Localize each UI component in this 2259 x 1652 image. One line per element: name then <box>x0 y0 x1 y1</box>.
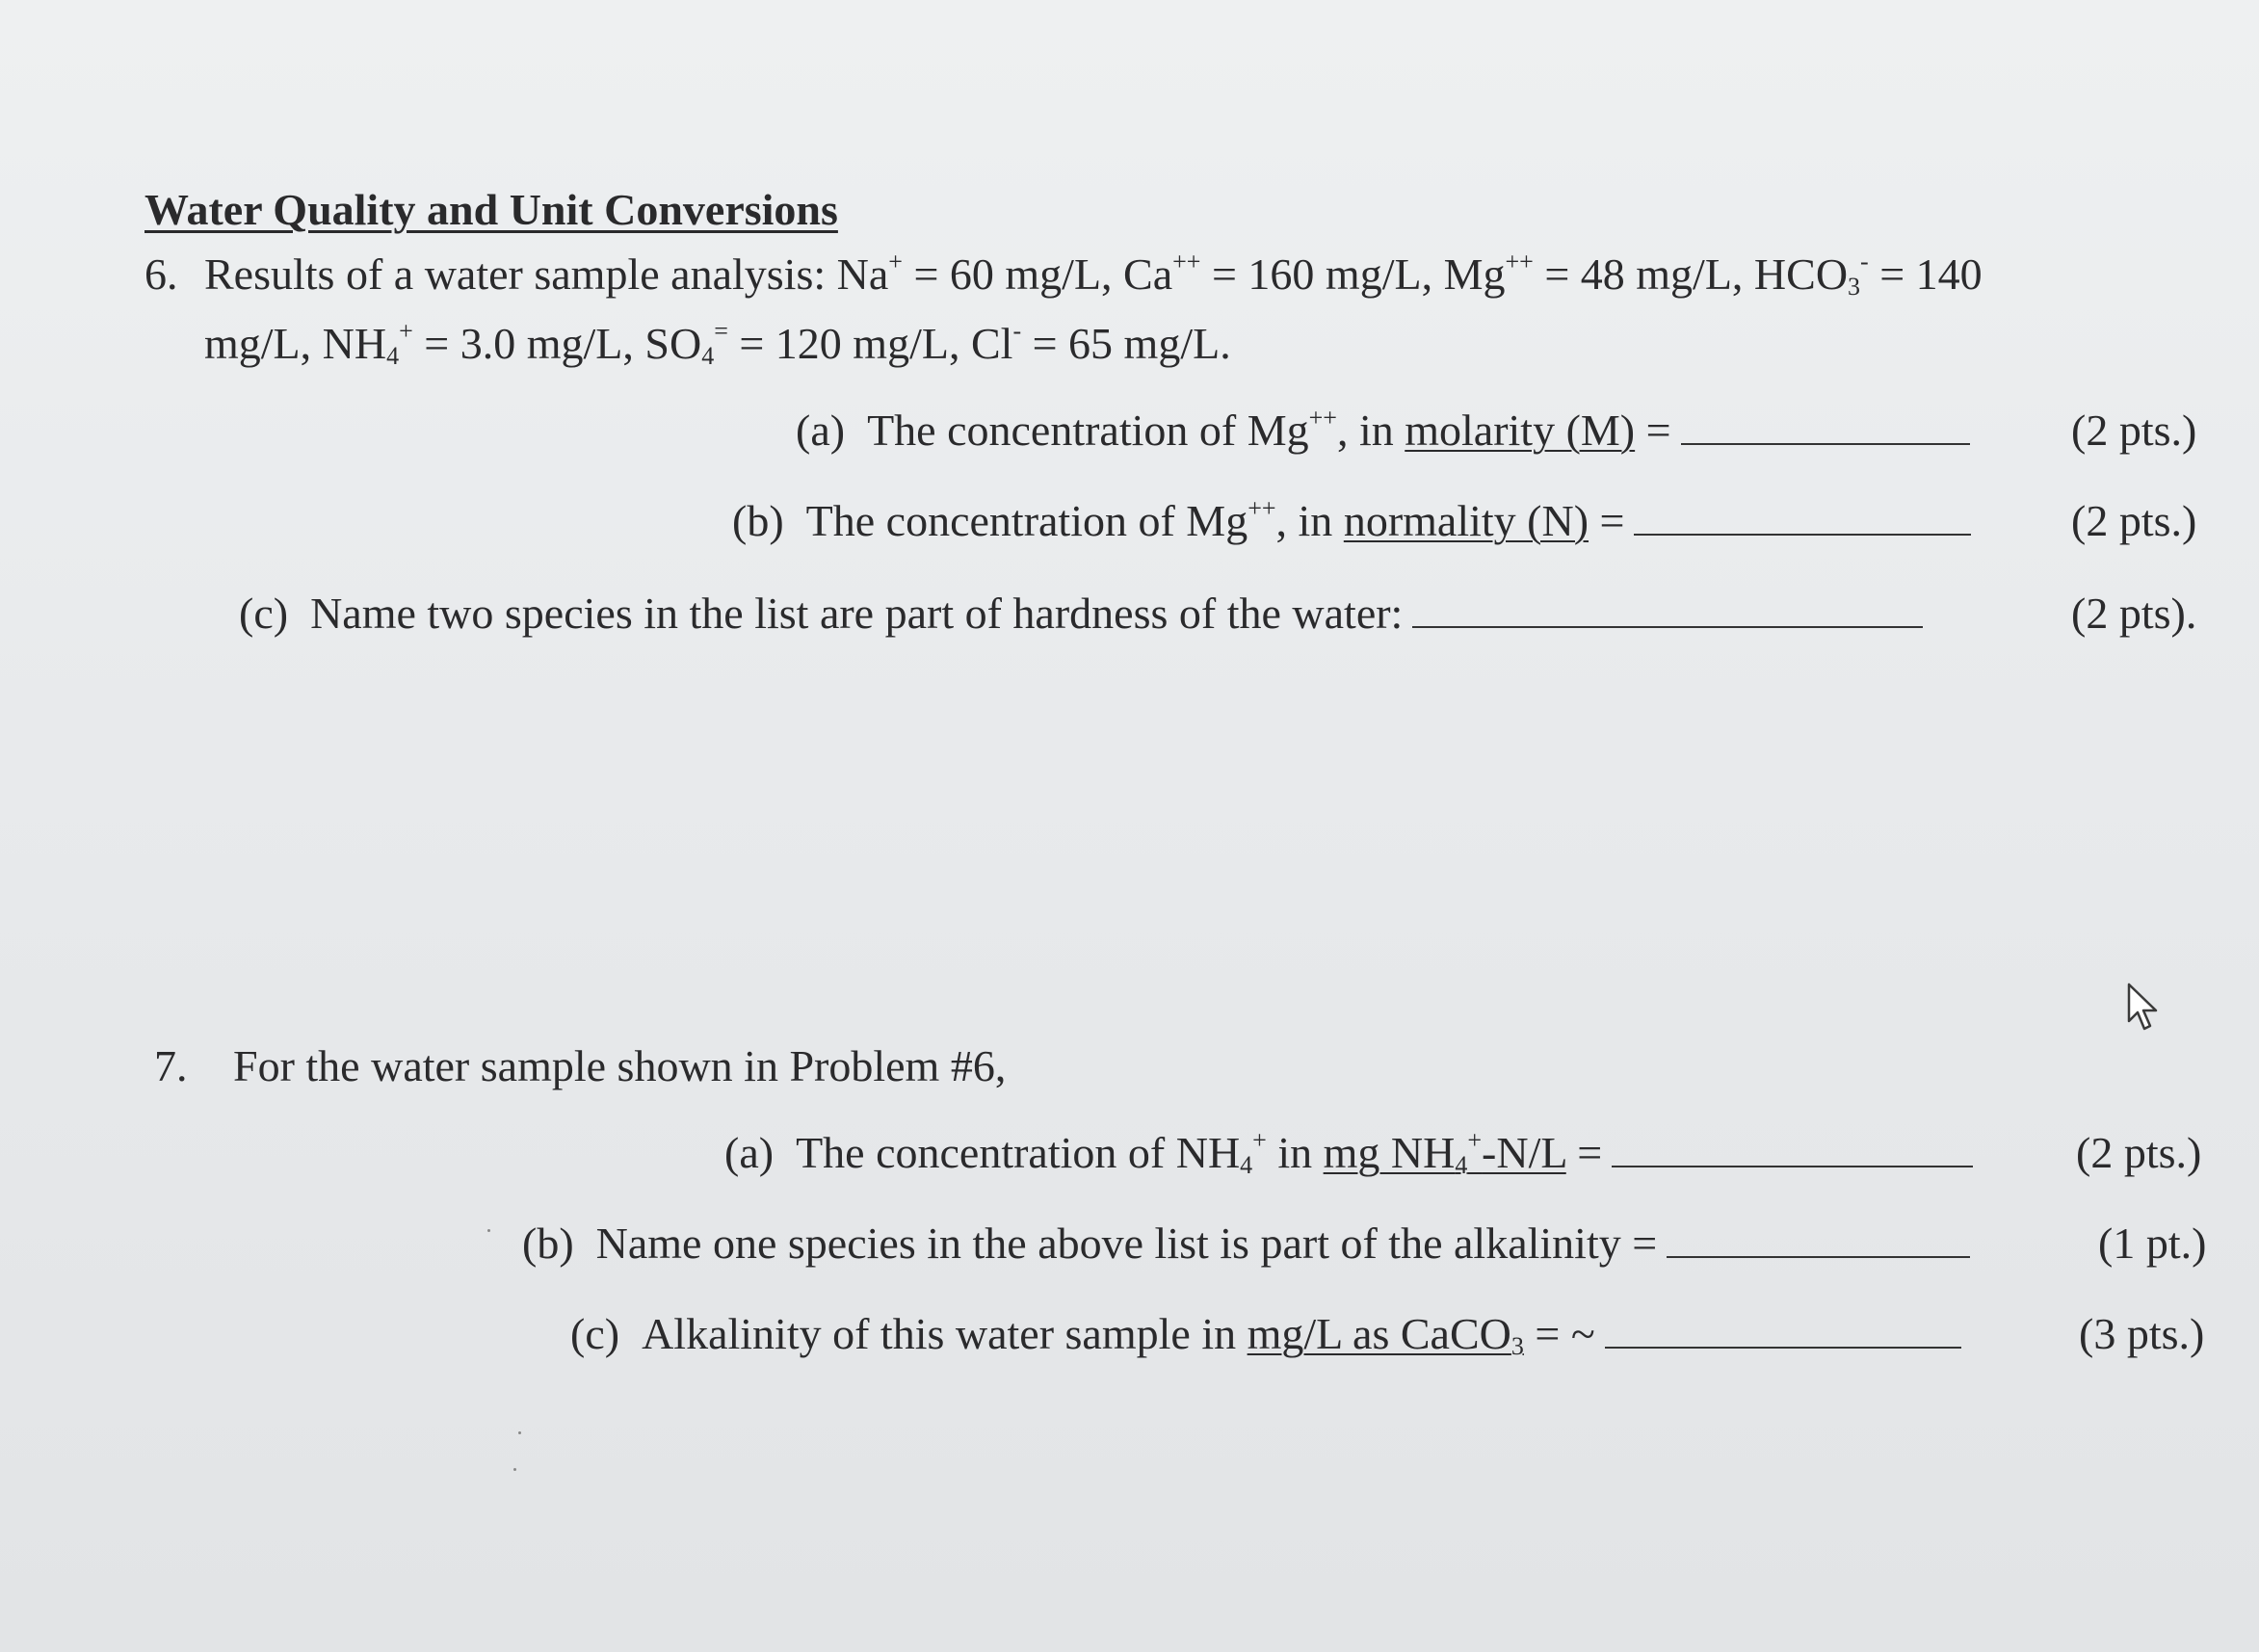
paper-speck <box>487 1229 490 1232</box>
q7c-points: (3 pts.) <box>2079 1309 2205 1358</box>
q6c-question: (c) Name two species in the list are part of hardness of the water: <box>239 591 1923 636</box>
q6a-question: (a) The concentration of Mg++, in molarity (M) = <box>796 408 1970 453</box>
q6a-points: (2 pts.) <box>2071 406 2197 455</box>
q6a-answer-blank[interactable] <box>1681 437 1970 445</box>
mouse-pointer-icon <box>2126 983 2159 1033</box>
q7a-label: (a) <box>724 1128 775 1177</box>
q7b-answer-blank[interactable] <box>1667 1250 1970 1258</box>
section-title: Water Quality and Unit Conversions <box>144 185 838 234</box>
q6b-points: (2 pts.) <box>2071 496 2197 545</box>
q7-intro <box>154 1041 1007 1090</box>
q6b-answer-blank[interactable] <box>1634 528 1971 536</box>
q7c-question: (c) Alkalinity of this water sample in mg/L as CaCO$_3$ = ~ <box>570 1312 1961 1356</box>
paper-speck <box>518 1431 521 1434</box>
q6b-question: (b) The concentration of Mg++, in normality (N) = <box>732 499 1971 543</box>
q7c-answer-blank[interactable] <box>1605 1341 1961 1349</box>
q6-intro-line2: mg/L, $NH_4^+ = 3.0$ mg/L, $SO_4^= = 120$ mg/L, Cl- = 65 mg/L. <box>204 317 1231 370</box>
q6b-label: (b) <box>732 496 784 545</box>
q7a-question: (a) The concentration of $NH_4^+$ in mg $NH_4^+-N/L$ = <box>724 1131 1973 1175</box>
q6-intro-text: Results of a water sample analysis: Na+ = 60 mg/L, Ca++ = 160 mg/L, Mg++ = 48 mg/L, $HCO_3^- = 140$ <box>204 248 1983 301</box>
q6-intro-line1 <box>144 248 1983 301</box>
q6c-points: (2 pts). <box>2071 589 2197 638</box>
q7a-answer-blank[interactable] <box>1612 1160 1973 1167</box>
q7c-label: (c) <box>570 1309 620 1358</box>
q7a-points: (2 pts.) <box>2076 1128 2202 1177</box>
q7-intro-text: For the water sample shown in Problem #6, <box>233 1041 1007 1090</box>
q6a-label: (a) <box>796 406 846 455</box>
q7b-points: (1 pt.) <box>2098 1219 2207 1268</box>
q6c-answer-blank[interactable] <box>1412 620 1923 628</box>
paper-speck <box>513 1468 516 1471</box>
q6-number: 6. <box>144 249 178 299</box>
q7b-label: (b) <box>522 1219 574 1268</box>
q6c-label: (c) <box>239 589 289 638</box>
q7b-question: (b) Name one species in the above list is part of the alkalinity = <box>522 1221 1970 1266</box>
q7-number: 7. <box>154 1041 188 1090</box>
